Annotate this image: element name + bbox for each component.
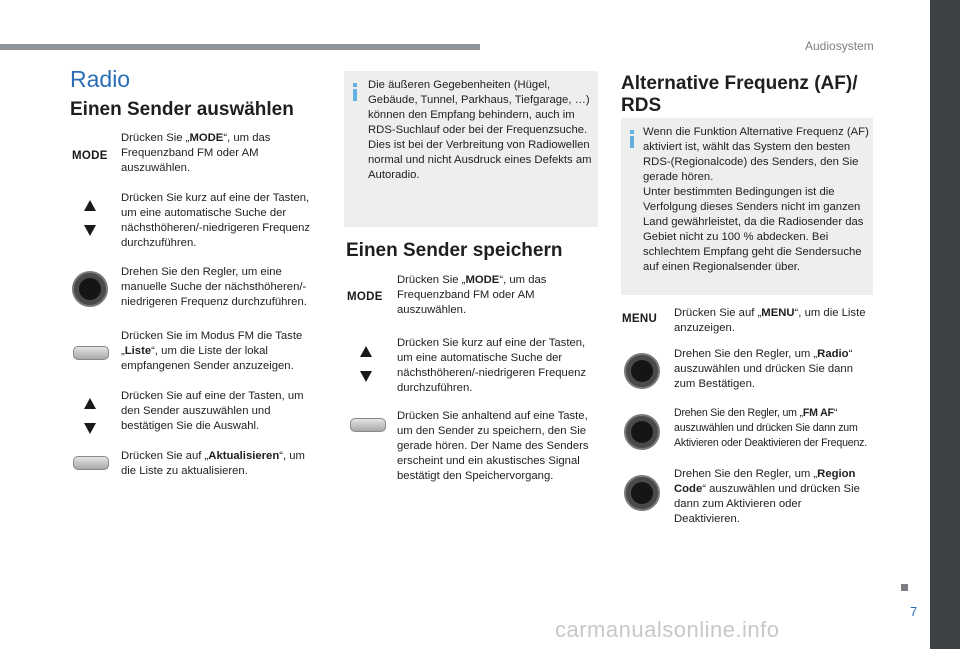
header-rule <box>0 44 480 50</box>
select-step-mode: Drücken Sie „MODE“, um das Frequenzband FM oder AM auszuwählen. <box>121 132 271 174</box>
section-label: Audiosystem <box>805 39 874 53</box>
up-down-arrows-icon <box>360 346 374 382</box>
softkey-button-icon <box>350 418 386 432</box>
af-step-region: Drehen Sie den Regler, um „Region Code“ auszuwählen und drücken Sie dann zum Aktivieren oder Deaktivieren. <box>674 468 860 525</box>
save-step-seek: Drücken Sie kurz auf eine der Tasten, um eine automatische Suche der nächsthöheren/-niedrigeren Frequenz durchzuführen. <box>397 337 587 394</box>
select-step-manual: Drehen Sie den Regler, um eine manuelle Suche der nächsthöheren/-niedrigeren Frequenz durchzuführen. <box>121 266 307 308</box>
softkey-button-icon <box>73 346 109 360</box>
heading-save-station: Einen Sender speichern <box>346 240 563 261</box>
page-title: Radio <box>70 66 131 92</box>
up-down-arrows-icon <box>84 398 98 434</box>
rotary-knob-icon <box>624 475 660 511</box>
save-step-mode: Drücken Sie „MODE“, um das Frequenzband FM oder AM auszuwählen. <box>397 274 547 316</box>
select-step-seek: Drücken Sie kurz auf eine der Tasten, um eine automatische Suche der nächsthöheren/-niedrigeren Frequenz durchzuführen. <box>121 192 311 249</box>
menu-button-icon: MENU <box>622 313 658 325</box>
info-icon <box>353 83 357 101</box>
af-step-fm-af: Drehen Sie den Regler, um „FM AF“ auszuwählen und drücken Sie dann zum Aktivieren oder Deaktivieren der Frequenz. <box>674 407 867 449</box>
info-reception-text: Die äußeren Gegebenheiten (Hügel, Gebäude, Tunnel, Parkhaus, Tiefgarage, …) können den Empfang behindern, auch im RDS-Suchlauf oder bei der Frequenzsuche. Dies ist bei der Verbreitung von Radiowellen normal und nicht Ausdruck eines Defekts am Autoradio. <box>368 79 592 181</box>
select-step-refresh: Drücken Sie auf „Aktualisieren“, um die Liste zu aktualisieren. <box>121 450 305 477</box>
info-box-af <box>621 118 873 295</box>
mode-button-icon: MODE <box>72 150 108 162</box>
af-step-menu: Drücken Sie auf „MENU“, um die Liste anzuzeigen. <box>674 307 866 334</box>
heading-select-station: Einen Sender auswählen <box>70 99 294 120</box>
select-step-choose: Drücken Sie auf eine der Tasten, um den Sender auszuwählen und bestätigen Sie die Auswahl. <box>121 390 304 432</box>
af-step-radio: Drehen Sie den Regler, um „Radio“ auszuwählen und drücken Sie dann zum Bestätigen. <box>674 348 853 390</box>
page-number: 7 <box>910 604 918 619</box>
up-down-arrows-icon <box>84 200 98 236</box>
mode-button-icon: MODE <box>347 291 383 303</box>
info-af-text: Wenn die Funktion Alternative Frequenz (AF) aktiviert ist, wählt das System den besten RDS-(Regionalcode) des Senders, den Sie gerade hören. Unter bestimmten Bedingungen ist die Verfolgung dieses Senders nicht im ganzen Land gewährleistet, da die Radiosender das Gebiet nicht zu 100 % abdecken. Bei schlechtem Empfang geht die Sendersuche auf einen Regionalsender über. <box>643 126 869 273</box>
save-step-store: Drücken Sie anhaltend auf eine Taste, um den Sender zu speichern, den Sie gerade hören. Der Name des Senders erscheint und ein akustisches Signal bestätigt den Speichervorgang. <box>397 410 589 482</box>
rotary-knob-icon <box>72 271 108 307</box>
info-box-reception <box>344 71 598 227</box>
heading-af-rds: Alternative Frequenz (AF)/ RDS <box>621 73 858 116</box>
softkey-button-icon <box>73 456 109 470</box>
continuation-marker <box>901 584 908 591</box>
page-edge-tab <box>930 0 960 649</box>
rotary-knob-icon <box>624 353 660 389</box>
select-step-list: Drücken Sie im Modus FM die Taste „Liste“, um die Liste der lokal empfangenen Sender anzuzeigen. <box>121 330 303 372</box>
rotary-knob-icon <box>624 414 660 450</box>
info-icon <box>630 130 634 148</box>
watermark: carmanualsonline.info <box>555 617 780 642</box>
